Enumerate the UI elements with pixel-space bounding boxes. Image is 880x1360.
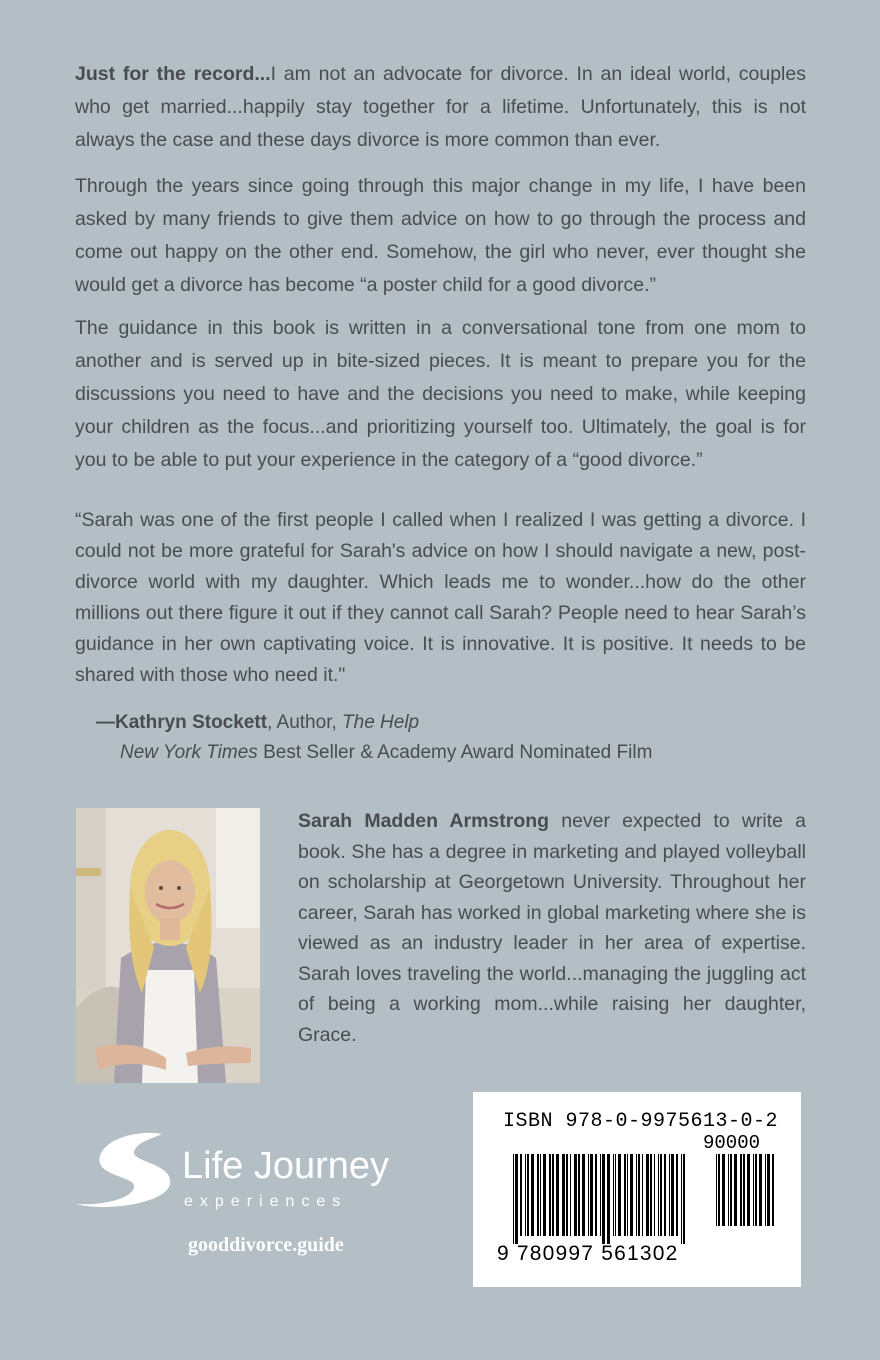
intro-text: I am not an advocate for divorce. In an ideal world, couples who get married...happily stay together for a lifetime. Unfortunately, this is not always the case and these days divorce is more common than ever. [75,63,806,151]
barcode-bar [681,1154,682,1244]
barcode-bar [574,1154,577,1236]
barcode-bar [549,1154,551,1236]
barcode-bar [562,1154,565,1236]
barcode-bar [636,1154,637,1236]
barcode-bar [638,1154,640,1236]
barcode-bar [767,1154,770,1226]
barcode-bar [525,1154,526,1236]
barcode-bar [747,1154,750,1226]
barcode-bar [660,1154,662,1236]
barcode-ean [513,1154,708,1244]
barcode-bar [618,1154,621,1236]
intro-paragraph [75,58,806,157]
barcode-bar [624,1154,626,1236]
barcode-bar [556,1154,559,1236]
barcode-bar [588,1154,589,1236]
barcode-bar [683,1154,685,1244]
barcode-bar [642,1154,643,1236]
quote-role: , Author, [267,712,343,733]
barcode-addon [716,1154,774,1226]
barcode-bar [540,1154,541,1236]
barcode-bar [543,1154,546,1236]
paragraph-3: The guidance in this book is written in a conversational tone from one mom to another and is served up in bite-sized pieces. It is meant to prepare you for the discussions you need to have and the decisions you need to make, while keeping your children as the focus...and prioritizing yourself too. Ultimately, the goal is for you to be able to put your experience in the category of a “good divorce.” [75,317,806,471]
barcode-bar [759,1154,762,1226]
barcode-bar [582,1154,585,1236]
credential-publication: New York Times [120,742,258,763]
barcode-bar [615,1154,616,1236]
barcode-bar [669,1154,670,1236]
barcode-bar [658,1154,659,1236]
quote-dash: — [96,712,115,733]
barcode-bar [654,1154,655,1236]
barcode-bar [595,1154,597,1236]
barcode-bar [718,1154,720,1226]
barcode-bar [600,1154,601,1236]
barcode-bar [734,1154,737,1226]
barcode-bar [630,1154,633,1236]
publisher-logo [74,1130,434,1214]
barcode-bar [513,1154,514,1244]
barcode-bar [520,1154,522,1236]
barcode-bar [527,1154,529,1236]
isbn-label: ISBN 978-0-9975613-0-2 [503,1110,779,1133]
barcode-bar [772,1154,774,1226]
barcode-bar [676,1154,678,1236]
barcode-bar [716,1154,717,1226]
barcode-bar [531,1154,534,1236]
author-photo [76,808,260,1083]
barcode-bar [755,1154,757,1226]
website-url: gooddivorce.guide [188,1234,344,1256]
barcode-bar [515,1154,518,1244]
barcode-bar [552,1154,554,1236]
price-code: 90000 [703,1132,761,1154]
barcode-bar [602,1154,605,1244]
author-portrait-illustration [76,808,260,1083]
quote-work: The Help [342,712,420,733]
testimonial-quote: “Sarah was one of the first people I called when I realized I was getting a divorce. I could not be more grateful for Sarah's advice on how I should navigate a new, post-divorce world with my daughter. Which leads me to wonder...how do the other millions out there figure it out if they cannot call Sarah? People need to hear Sarah’s guidance in her own captivating voice. It is innovative. It is positive. It needs to be shared with those who need it." [75,509,806,686]
intro-lead: Just for the record... [75,63,271,85]
barcode-bar [664,1154,666,1236]
quote-credential [120,738,652,768]
barcode-bar [566,1154,568,1236]
publisher-swoosh-logo [74,1130,434,1214]
barcode-bar [613,1154,614,1236]
swoosh-icon [76,1133,170,1207]
barcode-bar [753,1154,754,1226]
barcode-bar [607,1154,610,1244]
barcode-bar [537,1154,539,1236]
publisher-tagline: experiences [184,1193,348,1210]
barcode-bar [650,1154,652,1236]
credential-text: Best Seller & Academy Award Nominated Film [257,742,653,763]
barcode-bar [765,1154,766,1226]
barcode-bar [627,1154,628,1236]
barcode-bar [743,1154,745,1226]
barcode-bar [570,1154,571,1236]
barcode-bar [646,1154,649,1236]
barcode-bar [740,1154,742,1226]
barcode-bar [590,1154,593,1236]
author-bio [298,806,806,1050]
quote-author: Kathryn Stockett [115,712,268,733]
isbn-barcode-box [473,1092,801,1287]
barcode-bar [722,1154,725,1226]
quote-attribution [96,708,419,738]
publisher-name: Life Journey [182,1145,390,1187]
ean-digits: 9 780997 561302 [497,1242,679,1265]
paragraph-2: Through the years since going through this major change in my life, I have been asked by many friends to give them advice on how to go through the process and come out happy on the other end. Somehow, the girl who never, ever thought she would get a divorce has become “a poster child for a good divorce.” [75,175,806,296]
author-name: Sarah Madden Armstrong [298,810,550,832]
barcode-bar [730,1154,732,1226]
barcode-bar [578,1154,580,1236]
author-bio-text: never expected to write a book. She has a degree in marketing and played volleyball on scholarship at Georgetown University. Throughout her career, Sarah has worked in global marketing where she is viewed as an industry leader in her area of expertise. Sarah loves traveling the world...managing the juggling act of being a working mom...while raising her daughter, Grace. [298,810,806,1046]
barcode-bar [671,1154,674,1236]
barcode-bar [728,1154,729,1226]
